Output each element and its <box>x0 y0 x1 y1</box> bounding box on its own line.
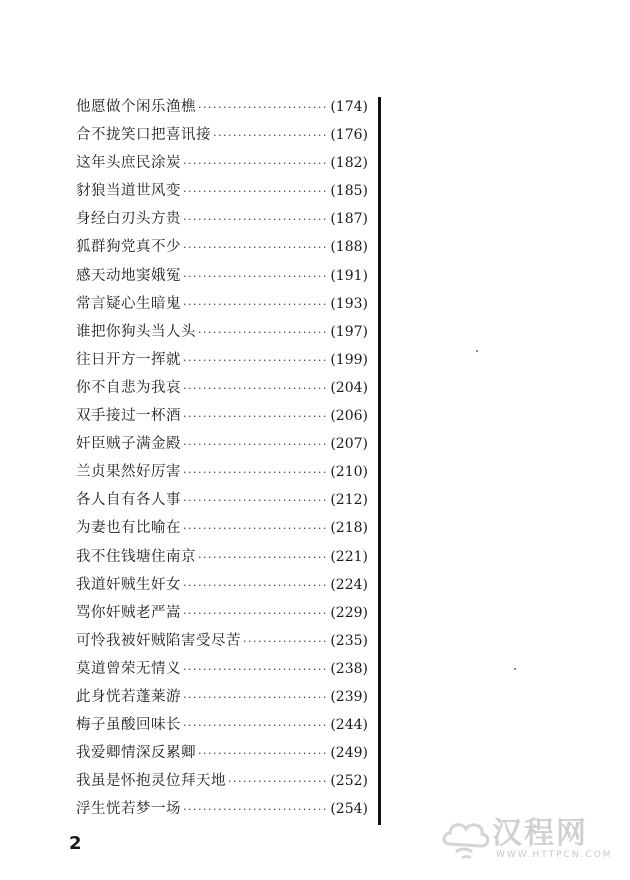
page-number: 2 <box>69 833 82 854</box>
toc-dot-leader <box>213 122 326 150</box>
toc-dot-leader <box>183 347 326 375</box>
toc-entry-page: (188) <box>330 239 368 256</box>
toc-entry-page: (212) <box>330 492 368 509</box>
toc-entry-title: 狐群狗党真不少 <box>76 239 181 256</box>
toc-entry-page: (176) <box>330 127 368 144</box>
toc-entry-page: (187) <box>330 211 368 228</box>
toc-dot-leader <box>183 684 326 712</box>
toc-entry-title: 豺狼当道世风变 <box>76 183 181 200</box>
toc-dot-leader <box>198 94 326 122</box>
toc-entry-page: (182) <box>330 155 368 172</box>
vertical-rule <box>378 97 381 825</box>
toc-entry <box>76 683 368 711</box>
toc-entry-title: 他愿做个闲乐渔樵 <box>76 99 196 115</box>
toc-entry-title: 我道奸贼生奸女 <box>76 576 181 593</box>
toc-entry <box>76 795 368 823</box>
toc-entry <box>76 318 368 346</box>
toc-dot-leader <box>183 431 326 459</box>
toc-entry-title: 我不住钱塘住南京 <box>76 548 196 565</box>
toc-entry-page: (199) <box>330 351 368 368</box>
toc-entry <box>76 543 368 571</box>
toc-entry-page: (235) <box>330 632 368 649</box>
toc-entry-page: (193) <box>330 295 368 312</box>
toc-entry-title: 感天动地窦娥冤 <box>76 267 181 284</box>
toc-entry-title: 可怜我被奸贼陷害受尽苦 <box>76 632 241 649</box>
toc-dot-leader <box>183 291 326 319</box>
toc-entry <box>76 599 368 627</box>
toc-entry-page: (239) <box>330 688 368 705</box>
toc-entry-page: (254) <box>330 801 368 818</box>
toc-entry-page: (174) <box>330 99 368 115</box>
toc-entry-page: (224) <box>330 576 368 593</box>
toc-entry-title: 身经白刃头方贵 <box>76 211 181 228</box>
toc-entry <box>76 711 368 739</box>
toc-dot-leader <box>183 459 326 487</box>
toc-entry <box>76 290 368 318</box>
toc-entry-title: 莫道曾荣无情义 <box>76 660 181 677</box>
toc-entry-title: 骂你奸贼老严嵩 <box>76 604 181 621</box>
toc-entry-page: (197) <box>330 323 368 340</box>
toc-entry-title: 奸臣贼子满金殿 <box>76 436 181 453</box>
toc-entry <box>76 655 368 683</box>
toc-entry <box>76 346 368 374</box>
watermark-cloud-logo-icon <box>440 814 492 864</box>
toc-entry <box>76 233 368 261</box>
scan-speck <box>514 668 516 670</box>
toc-entry <box>76 402 368 430</box>
toc-entry <box>76 458 368 486</box>
table-of-contents <box>76 93 368 823</box>
toc-entry-title: 谁把你狗头当人头 <box>76 323 196 340</box>
toc-dot-leader <box>183 206 326 234</box>
toc-dot-leader <box>183 600 326 628</box>
toc-dot-leader <box>183 796 326 824</box>
toc-entry <box>76 374 368 402</box>
toc-dot-leader <box>183 178 326 206</box>
toc-dot-leader <box>183 234 326 262</box>
toc-dot-leader <box>198 544 326 572</box>
toc-entry-page: (204) <box>330 379 368 396</box>
toc-dot-leader <box>183 572 326 600</box>
toc-dot-leader <box>228 768 326 796</box>
toc-entry <box>76 262 368 290</box>
toc-entry-title: 浮生恍若梦一场 <box>76 801 181 818</box>
toc-entry-title: 你不自悲为我哀 <box>76 379 181 396</box>
watermark-text: 汉程网 <box>492 816 588 851</box>
toc-entry-page: (191) <box>330 267 368 284</box>
toc-entry <box>76 177 368 205</box>
toc-entry <box>76 514 368 542</box>
toc-entry-page: (221) <box>330 548 368 565</box>
toc-entry-page: (206) <box>330 408 368 425</box>
toc-entry-page: (229) <box>330 604 368 621</box>
toc-entry-title: 这年头庶民涂炭 <box>76 155 181 172</box>
toc-entry <box>76 149 368 177</box>
toc-entry-title: 为妻也有比喻在 <box>76 520 181 537</box>
toc-entry-page: (185) <box>330 183 368 200</box>
toc-entry-page: (238) <box>330 660 368 677</box>
toc-entry <box>76 486 368 514</box>
toc-entry-title: 往日开方一挥就 <box>76 351 181 368</box>
toc-entry <box>76 627 368 655</box>
toc-dot-leader <box>198 319 326 347</box>
toc-entry <box>76 739 368 767</box>
toc-entry <box>76 93 368 121</box>
toc-entry-page: (210) <box>330 464 368 481</box>
toc-entry <box>76 571 368 599</box>
toc-dot-leader <box>198 740 326 768</box>
toc-entry-page: (252) <box>330 773 368 790</box>
toc-entry-title: 常言疑心生暗鬼 <box>76 295 181 312</box>
toc-entry-title: 兰贞果然好厉害 <box>76 464 181 481</box>
toc-dot-leader <box>243 628 326 656</box>
toc-entry <box>76 767 368 795</box>
toc-entry-title: 我爱卿情深反累卿 <box>76 745 196 762</box>
toc-dot-leader <box>183 150 326 178</box>
toc-dot-leader <box>183 403 326 431</box>
toc-entry-title: 此身恍若蓬莱游 <box>76 688 181 705</box>
toc-entry <box>76 205 368 233</box>
watermark <box>440 808 620 870</box>
toc-dot-leader <box>183 487 326 515</box>
toc-entry-title: 我虽是怀抱灵位拜天地 <box>76 773 226 790</box>
toc-entry-title: 合不拢笑口把喜讯接 <box>76 127 211 144</box>
toc-entry <box>76 121 368 149</box>
scan-speck <box>476 350 478 352</box>
toc-entry <box>76 430 368 458</box>
toc-dot-leader <box>183 656 326 684</box>
toc-entry-title: 梅子虽酸回味长 <box>76 717 181 734</box>
toc-dot-leader <box>183 515 326 543</box>
toc-entry-page: (218) <box>330 520 368 537</box>
toc-dot-leader <box>183 712 326 740</box>
toc-entry-page: (244) <box>330 717 368 734</box>
toc-entry-page: (249) <box>330 745 368 762</box>
toc-dot-leader <box>183 263 326 291</box>
toc-entry-page: (207) <box>330 436 368 453</box>
toc-dot-leader <box>183 375 326 403</box>
toc-entry-title: 各人自有各人事 <box>76 492 181 509</box>
watermark-url: WWW.HTTPCN.COM <box>496 850 613 860</box>
toc-entry-title: 双手接过一杯酒 <box>76 408 181 425</box>
